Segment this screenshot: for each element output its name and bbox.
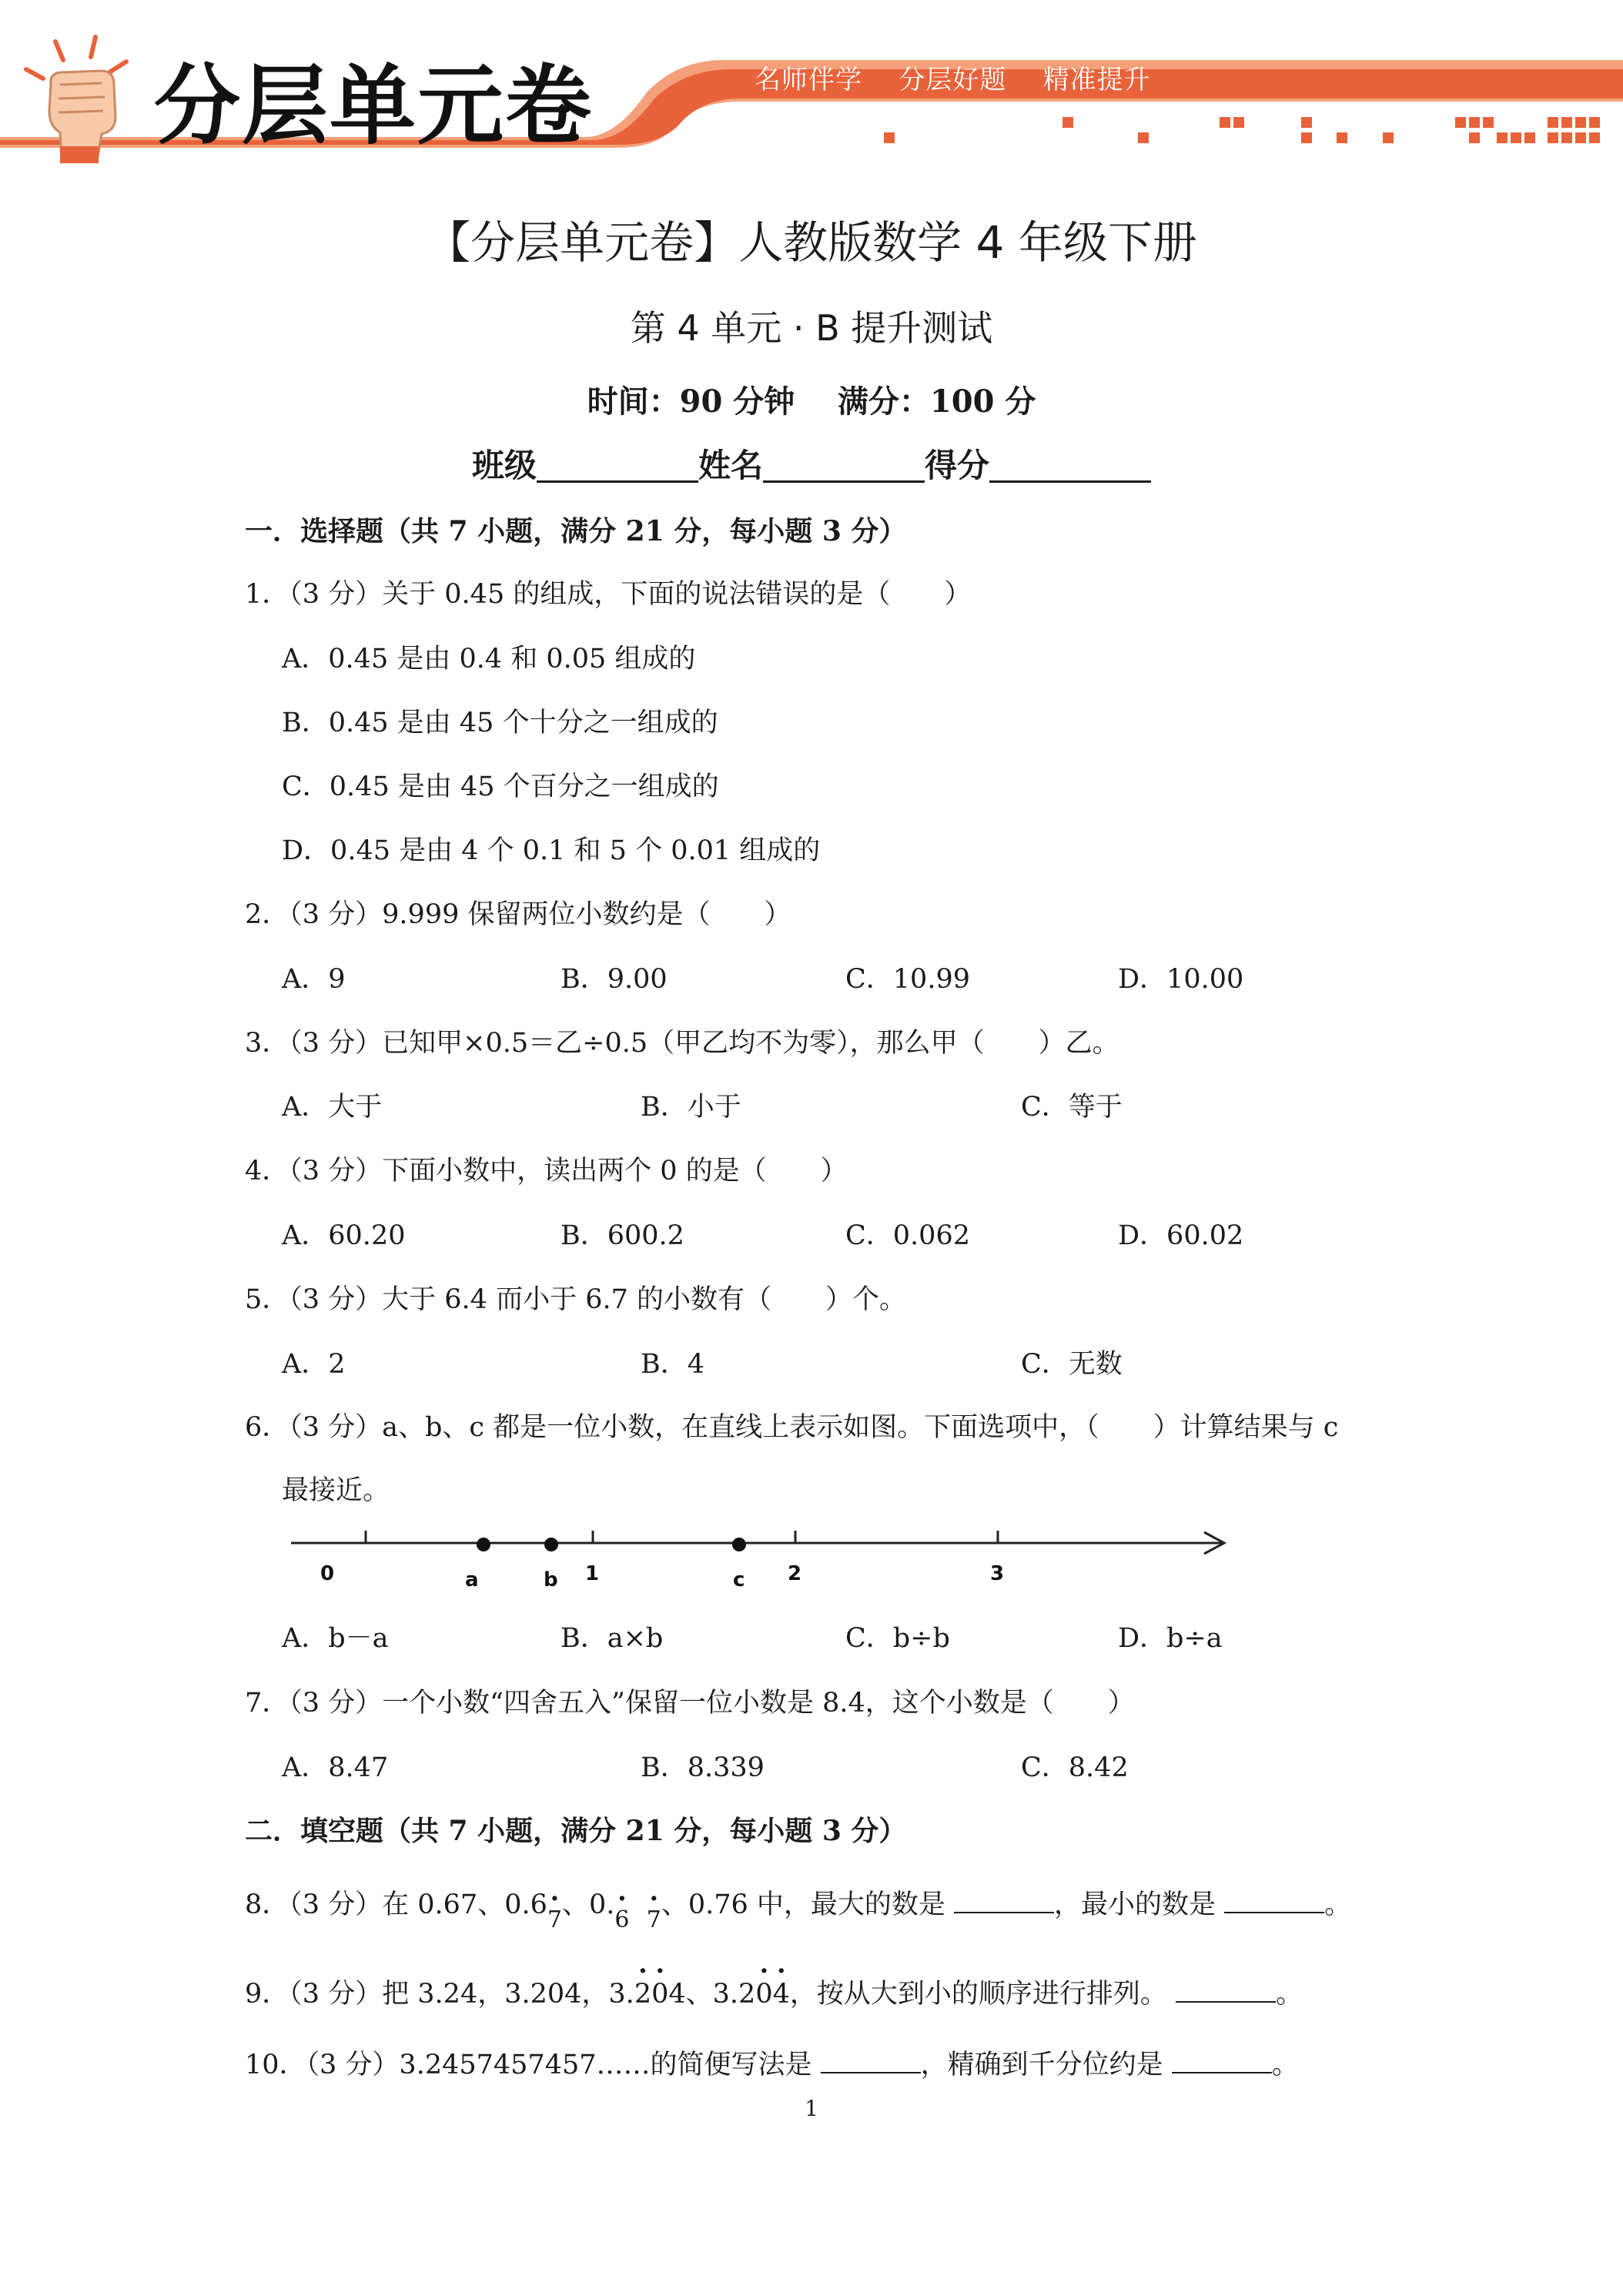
question-1: 1．（3 分）关于 0.45 的组成，下面的说法错误的是（ ）: [245, 579, 972, 610]
q2-option-a[interactable]: A．9: [282, 964, 346, 995]
q1-option-d[interactable]: D．0.45 是由 4 个 0.1 和 5 个 0.01 组成的: [282, 835, 821, 866]
repeating-digit: · 0: [755, 1979, 772, 2010]
q2-option-d[interactable]: D．10.00: [1118, 964, 1244, 995]
class-label: 班级: [471, 447, 537, 484]
q10-blank-round[interactable]: [1172, 2049, 1272, 2073]
repeating-digit: · 6: [614, 1906, 629, 1933]
repeating-digit: · 7: [647, 1906, 661, 1933]
question-6-cont: 最接近。: [282, 1475, 390, 1506]
q8-blank-max[interactable]: [954, 1889, 1054, 1913]
q4-option-c[interactable]: C．0.062: [845, 1220, 970, 1251]
header-slogan: 名师伴学 分层好题 精准提升: [755, 65, 1151, 95]
tick-label-2: 2: [788, 1562, 802, 1585]
q7-option-c[interactable]: C．8.42: [1021, 1752, 1129, 1783]
question-9: 9．（3 分）把 3.24，3.204，3.· 2· 04、3.2· 0· 4，按从大到小的顺序进行排列。 。: [245, 1973, 1303, 2011]
q6-option-a[interactable]: A．b－a: [282, 1623, 389, 1654]
q3-option-c[interactable]: C．等于: [1021, 1092, 1123, 1123]
point-label-c: c: [733, 1568, 745, 1591]
page-title: 【分层单元卷】人教版数学 4 年级下册: [426, 216, 1197, 269]
page-number: 1: [805, 2096, 818, 2121]
question-3: 3．（3 分）已知甲×0.5＝乙÷0.5（甲乙均不为零），那么甲（ ）乙。: [245, 1028, 1119, 1059]
question-6: 6．（3 分）a、b、c 都是一位小数，在直线上表示如图。下面选项中，（ ）计算结果与 c: [245, 1412, 1339, 1443]
q2-option-c[interactable]: C．10.99: [845, 964, 970, 995]
q1-option-b[interactable]: B．0.45 是由 45 个十分之一组成的: [282, 708, 718, 738]
q10-blank-short[interactable]: [821, 2049, 921, 2073]
question-10: 10．（3 分）3.2457457457……的简便写法是 ，精确到千分位约是 。: [245, 2050, 1299, 2080]
point-a: [477, 1538, 490, 1551]
q7-option-a[interactable]: A．8.47: [282, 1752, 389, 1783]
q5-option-a[interactable]: A．2: [282, 1349, 346, 1380]
question-5: 5．（3 分）大于 6.4 而小于 6.7 的小数有（ ）个。: [245, 1284, 906, 1315]
q5-option-b[interactable]: B．4: [641, 1349, 704, 1380]
tick-label-0: 0: [320, 1562, 335, 1585]
q2-option-b[interactable]: B．9.00: [561, 964, 668, 995]
name-label: 姓名: [698, 447, 763, 484]
q3-option-a[interactable]: A．大于: [282, 1092, 383, 1123]
q6-option-b[interactable]: B．a×b: [561, 1623, 664, 1654]
question-4: 4．（3 分）下面小数中，读出两个 0 的是（ ）: [245, 1156, 848, 1186]
q1-option-c[interactable]: C．0.45 是由 45 个百分之一组成的: [282, 771, 719, 802]
tick-label-3: 3: [990, 1562, 1005, 1585]
q4-option-a[interactable]: A．60.20: [282, 1220, 406, 1251]
score-blank[interactable]: [989, 448, 1151, 483]
exam-meta: 时间：90 分钟 满分：100 分: [587, 383, 1036, 420]
q9-blank[interactable]: [1176, 1978, 1276, 2003]
brand-title: 分层单元卷: [154, 56, 593, 156]
section-heading-choice: 一．选择题（共 7 小题，满分 21 分，每小题 3 分）: [245, 515, 907, 547]
point-b: [544, 1538, 558, 1551]
score-label: 得分: [925, 447, 990, 484]
section-heading-fill: 二．填空题（共 7 小题，满分 21 分，每小题 3 分）: [245, 1815, 907, 1847]
name-blank[interactable]: [763, 448, 925, 483]
repeating-digit: · 4: [773, 1979, 790, 2010]
point-c: [732, 1538, 746, 1551]
student-info-line: [0, 440, 1623, 487]
q6-option-d[interactable]: D．b÷a: [1118, 1623, 1223, 1654]
question-7: 7．（3 分）一个小数“四舍五入”保留一位小数是 8.4，这个小数是（ ）: [245, 1688, 1135, 1719]
question-8: 8．（3 分）在 0.67、0.6· 7、0.· 6 · 7、0.76 中，最大的数是 ，最小的数是 。: [245, 1883, 1351, 1933]
q5-option-c[interactable]: C．无数: [1021, 1349, 1123, 1380]
repeating-digit: · 7: [547, 1906, 562, 1933]
class-blank[interactable]: [537, 448, 698, 483]
number-line-figure: [283, 1525, 1253, 1609]
q1-option-a[interactable]: A．0.45 是由 0.4 和 0.05 组成的: [282, 644, 696, 674]
q3-option-b[interactable]: B．小于: [641, 1092, 741, 1123]
point-label-b: b: [544, 1568, 558, 1591]
repeating-digit: · 2: [634, 1979, 651, 2010]
point-label-a: a: [465, 1568, 479, 1591]
q7-option-b[interactable]: B．8.339: [641, 1752, 765, 1783]
repeating-digit: · 0: [651, 1979, 668, 2010]
tick-label-1: 1: [585, 1562, 600, 1585]
question-2: 2．（3 分）9.999 保留两位小数约是（ ）: [245, 899, 791, 930]
page-subtitle: 第 4 单元 · B 提升测试: [630, 307, 993, 349]
q4-option-b[interactable]: B．600.2: [561, 1220, 684, 1251]
q4-option-d[interactable]: D．60.02: [1118, 1220, 1244, 1251]
fist-icon: [11, 31, 142, 166]
q6-option-c[interactable]: C．b÷b: [845, 1623, 950, 1654]
q8-blank-min[interactable]: [1224, 1889, 1324, 1913]
